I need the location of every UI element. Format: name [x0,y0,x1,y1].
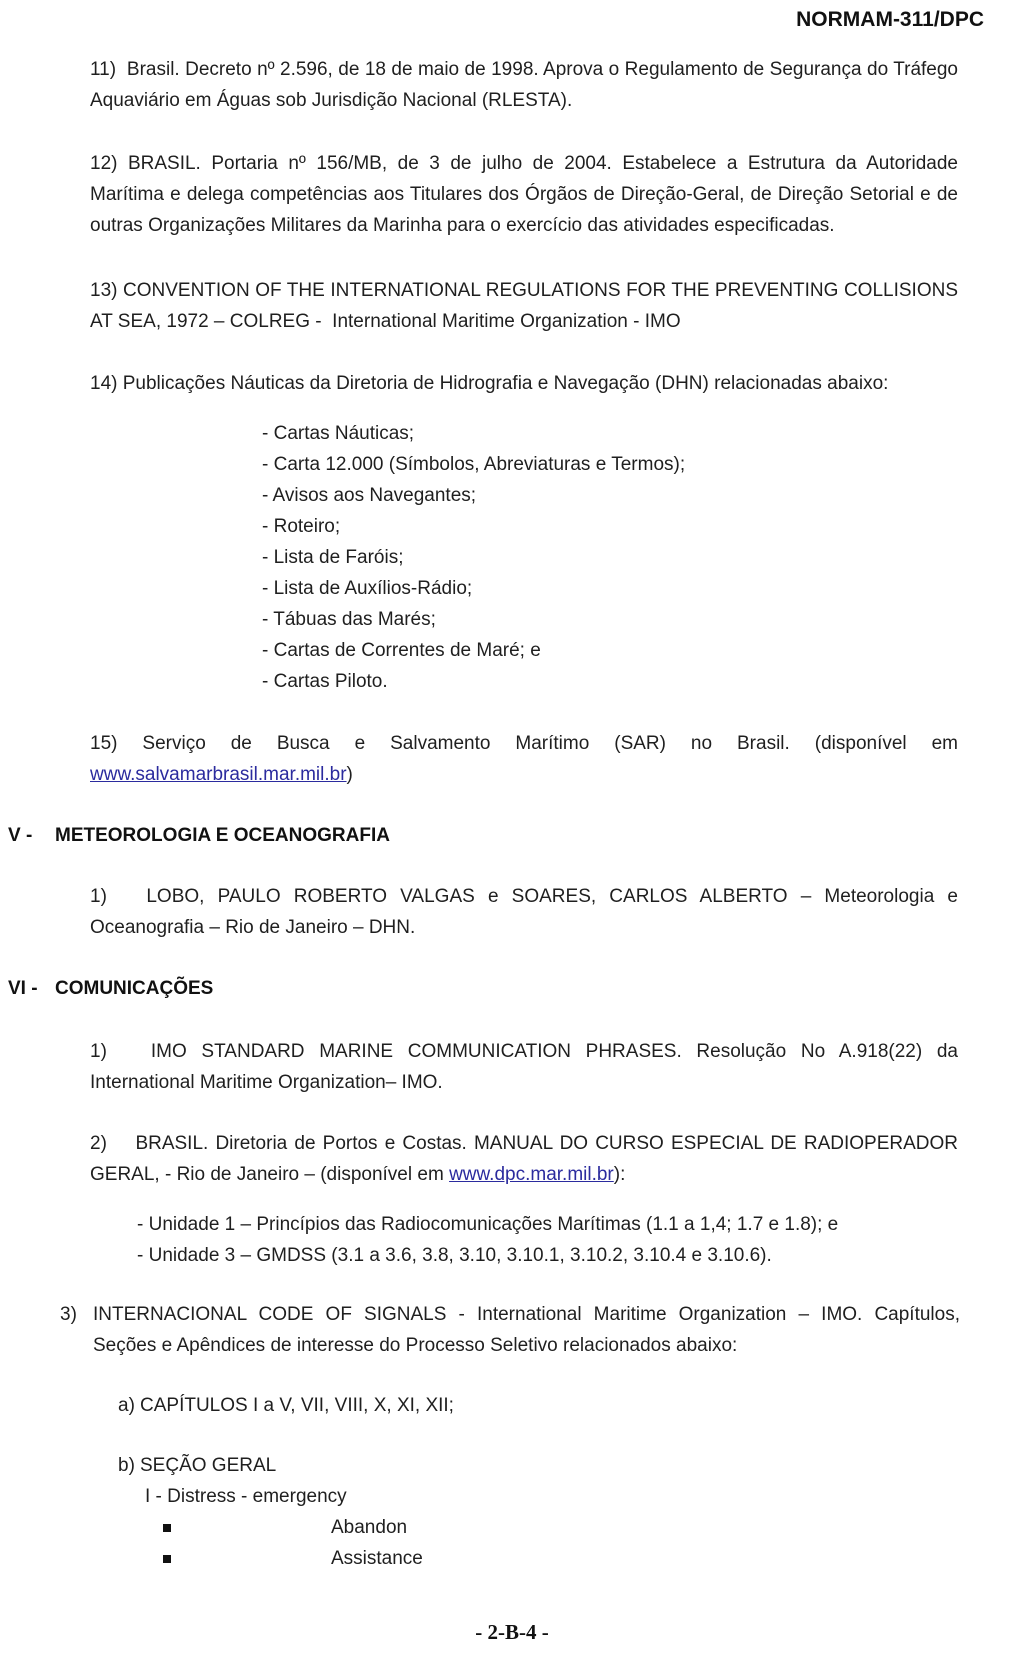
list-item: - Lista de Auxílios-Rádio; [262,578,473,599]
reference-item-15-text: 15) Serviço de Busca e Salvamento Marítimo (SAR) no Brasil. (disponível em [90,733,958,754]
item-3-sub-a [118,1390,1024,1421]
list-item: - Unidade 1 – Princípios das Radiocomunicações Marítimas (1.1 a 1,4; 1.7 e 1.8); e [137,1214,839,1235]
section-vi-label: VI - [8,978,38,999]
reference-item-11: 11) Brasil. Decreto nº 2.596, de 18 de maio de 1998. Aprova o Regulamento de Segurança do Tráfego Aquaviário em Águas sob Jurisdição Nacional (RLESTA). [90,59,958,111]
sub-b-text: SEÇÃO GERAL [140,1455,277,1476]
distress-emergency-heading: I - Distress - emergency [145,1486,347,1507]
item-3-marker: 3) [60,1304,77,1325]
distress-item-label: Abandon [331,1517,408,1538]
list-item: - Roteiro; [262,516,341,537]
section-v-label: V - [8,825,33,846]
reference-item-14-intro: 14) Publicações Náuticas da Diretoria de Hidrografia e Navegação (DHN) relacionadas abaixo: [90,373,889,394]
reference-item-15-suffix: ) [346,764,353,785]
item-3-sub-b [118,1450,1024,1481]
list-item: - Avisos aos Navegantes; [262,485,477,506]
distress-item-label: Assistance [331,1548,423,1569]
section-v-heading [8,820,1024,851]
distress-item-row [163,1543,1024,1574]
list-item: - Unidade 3 – GMDSS (3.1 a 3.6, 3.8, 3.10, 3.10.1, 3.10.2, 3.10.4 e 3.10.6). [137,1245,772,1266]
section-v-item-1: 1) LOBO, PAULO ROBERTO VALGAS e SOARES, CARLOS ALBERTO – Meteorologia e Oceanografia – Rio de Janeiro – DHN. [90,886,958,938]
section-v-title: METEOROLOGIA E OCEANOGRAFIA [55,825,390,846]
section-vi-item-1: 1) IMO STANDARD MARINE COMMUNICATION PHRASES. Resolução No A.918(22) da International Maritime Organization– IMO. [90,1041,958,1093]
radio-course-units-list [137,1209,984,1271]
reference-item-13: 13) CONVENTION OF THE INTERNATIONAL REGULATIONS FOR THE PREVENTING COLLISIONS AT SEA, 1972 – COLREG - International Maritime Organization - IMO [90,280,958,332]
list-item: - Carta 12.000 (Símbolos, Abreviaturas e Termos); [262,454,686,475]
dpc-link[interactable]: www.dpc.mar.mil.br [449,1164,614,1185]
section-vi-heading [8,973,1024,1004]
section-vi-item-2-text: 2) BRASIL. Diretoria de Portos e Costas. MANUAL DO CURSO ESPECIAL DE RADIOPERADOR GERAL, - Rio de Janeiro – (disponível em [90,1133,958,1185]
square-bullet-icon [163,1524,171,1532]
item-3-text: INTERNACIONAL CODE OF SIGNALS - International Maritime Organization – IMO. Capítulos, Seções e Apêndices de interesse do Processo Seletivo relacionados abaixo: [93,1304,960,1356]
sub-b-marker: b) [118,1455,135,1476]
section-vi-item-2-suffix: ): [613,1164,626,1185]
square-bullet-icon [163,1555,171,1563]
nautical-publications-list [262,418,984,697]
list-item: - Cartas de Correntes de Maré; e [262,640,541,661]
list-item: - Lista de Faróis; [262,547,404,568]
list-item: - Cartas Náuticas; [262,423,415,444]
section-vi-item-2 [90,1128,958,1190]
sub-a-text: CAPÍTULOS I a V, VII, VIII, X, XI, XII; [140,1395,454,1416]
section-vi-item-3 [60,1299,960,1361]
salvamar-link[interactable]: www.salvamarbrasil.mar.mil.br [90,764,347,785]
document-id-header: NORMAM-311/DPC [796,8,984,31]
list-item: - Cartas Piloto. [262,671,388,692]
sub-a-marker: a) [118,1395,135,1416]
list-item: - Tábuas das Marés; [262,609,436,630]
distress-item-row [163,1512,1024,1543]
section-vi-title: COMUNICAÇÕES [55,978,214,999]
reference-item-15 [90,728,958,790]
page-number: - 2-B-4 - [475,1620,549,1644]
reference-item-12: 12) BRASIL. Portaria nº 156/MB, de 3 de julho de 2004. Estabelece a Estrutura da Autoridade Marítima e delega competências aos Titulares dos Órgãos de Direção-Geral, de Direção Setorial e de outras Organizações Militares da Marinha para o exercício das atividades especificadas. [90,153,958,236]
